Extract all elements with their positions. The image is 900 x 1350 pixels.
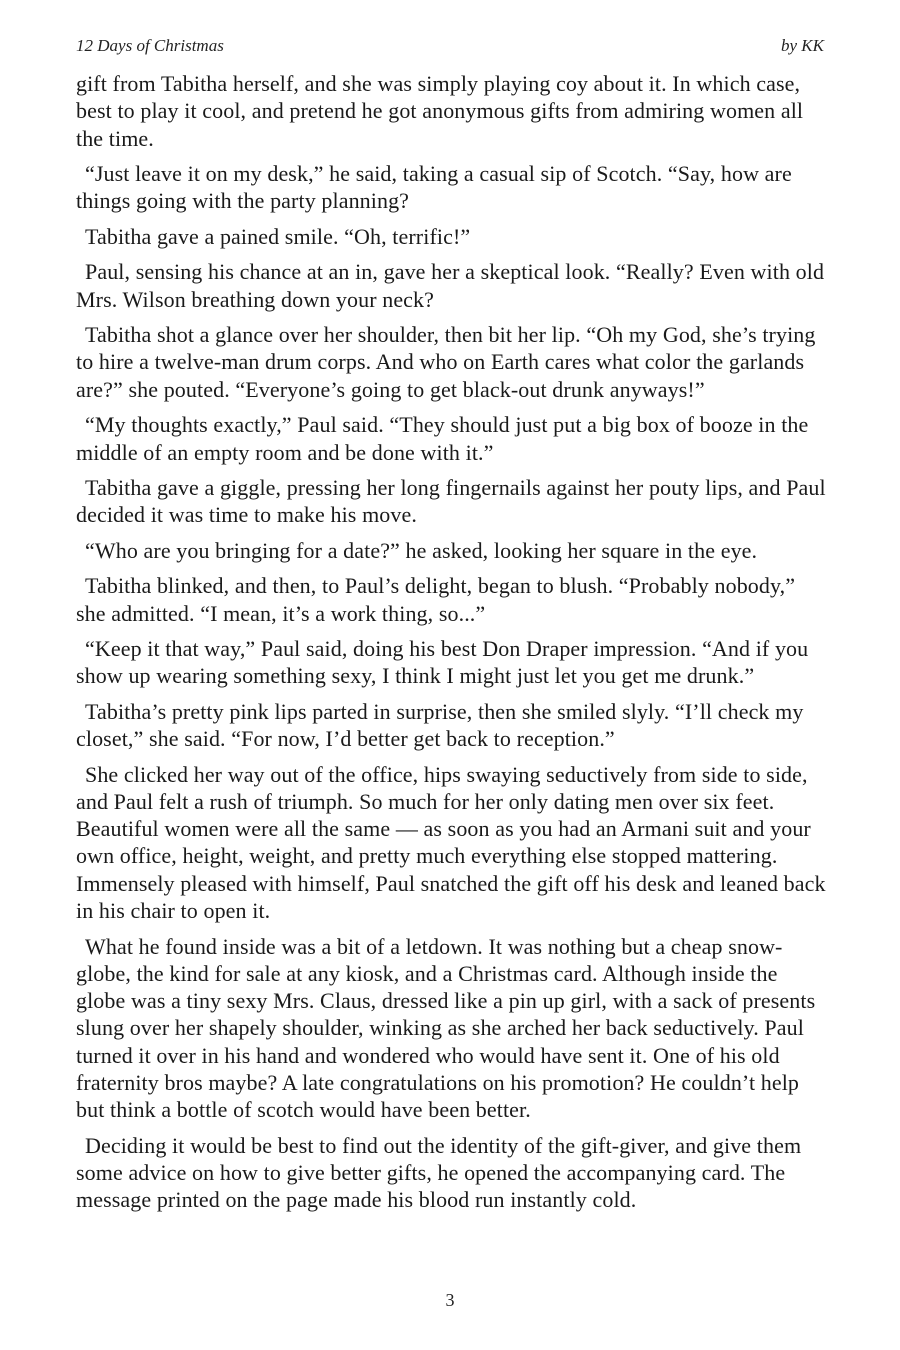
paragraph: “Keep it that way,” Paul said, doing his best Don Draper impression. “And if you show up wearing something sexy, I think I might just let you get me drunk.” [76, 636, 809, 689]
running-header [76, 36, 824, 58]
paragraph: Paul, sensing his chance at an in, gave her a skeptical look. “Really? Even with old Mrs. Wilson breathing down your neck? [76, 259, 825, 312]
page-number: 3 [445, 1290, 455, 1310]
paragraph: Tabitha gave a pained smile. “Oh, terrific!” [85, 223, 471, 249]
paragraph: “My thoughts exactly,” Paul said. “They should just put a big box of booze in the middle of an empty room and be done with it.” [76, 412, 809, 465]
book-title: 12 Days of Christmas [76, 36, 224, 55]
paragraph: What he found inside was a bit of a letdown. It was nothing but a cheap snow-globe, the kind for sale at any kiosk, and a Christmas card. Although inside the globe was a tiny sexy Mrs. Claus, dressed like a pin up girl, with a sack of presents slung over her shapely shoulder, winking as she arched her back seductively. Paul turned it over in his hand and wondered who would have sent it. One of his old fraternity bros maybe? A late congratulations on his promotion? He couldn’t help but think a bottle of scotch would have been better. [76, 933, 816, 1123]
paragraph: Tabitha gave a giggle, pressing her long fingernails against her pouty lips, and Paul decided it was time to make his move. [76, 474, 826, 528]
paragraph: Tabitha blinked, and then, to Paul’s delight, began to blush. “Probably nobody,” she admitted. “I mean, it’s a work thing, so...” [76, 573, 796, 626]
paragraph: Deciding it would be best to find out the identity of the gift-giver, and give them some advice on how to give better gifts, he opened the accompanying card. The message printed on the page made his blood run instantly cold. [76, 1132, 802, 1213]
body-text [76, 70, 828, 1222]
paragraph: gift from Tabitha herself, and she was simply playing coy about it. In which case, best to play it cool, and pretend he got anonymous gifts from admiring women all the time. [76, 71, 804, 151]
paragraph: She clicked her way out of the office, hips swaying seductively from side to side, and Paul felt a rush of triumph. So much for her only dating men over six feet. Beautiful women were all the same — as soon as you had an Armani suit and your own office, height, weight, and pretty much everything else stopped mattering. Immensely pleased with himself, Paul snatched the gift off his desk and leaned back in his chair to open it. [76, 761, 826, 924]
paragraph: “Who are you bringing for a date?” he asked, looking her square in the eye. [85, 537, 758, 563]
author-credit: by KK [781, 36, 824, 55]
paragraph: “Just leave it on my desk,” he said, taking a casual sip of Scotch. “Say, how are things going with the party planning? [76, 161, 792, 214]
paragraph: Tabitha’s pretty pink lips parted in surprise, then she smiled slyly. “I’ll check my closet,” she said. “For now, I’d better get back to reception.” [76, 698, 804, 752]
paragraph: Tabitha shot a glance over her shoulder, then bit her lip. “Oh my God, she’s trying to hire a twelve-man drum corps. And who on Earth cares what color the garlands are?” she pouted. “Everyone’s going to get black-out drunk anyways!” [76, 322, 816, 402]
